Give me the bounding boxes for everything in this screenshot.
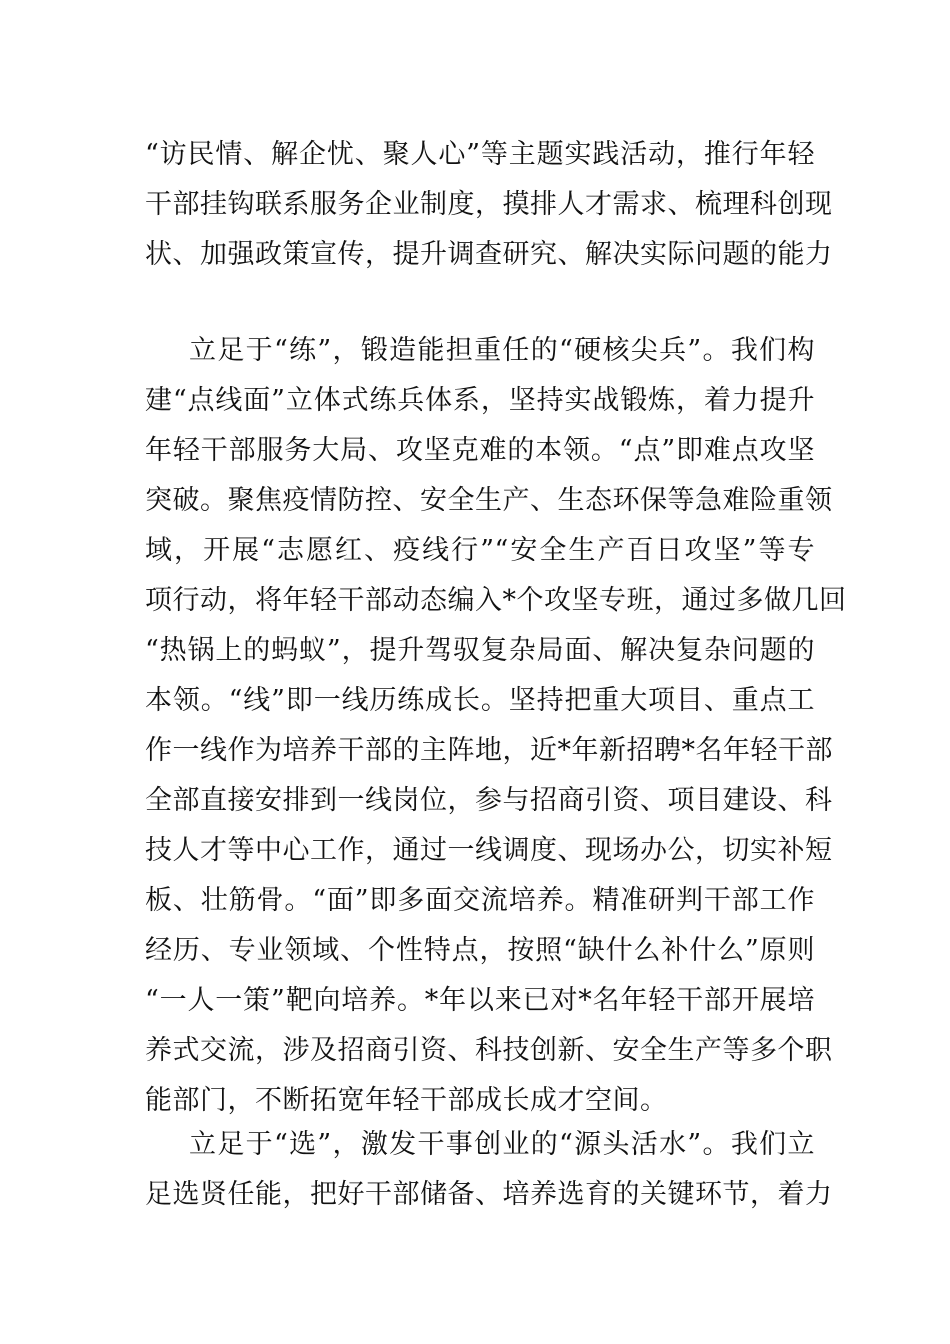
text-line: “一人一策”靶向培养。*年以来已对*名年轻干部开展培: [145, 985, 815, 1016]
paragraph-2: [145, 326, 847, 1126]
text-line: 能部门，不断拓宽年轻干部成长成才空间。: [145, 1085, 668, 1116]
text-line: 年轻干部服务大局、攻坚克难的本领。“点”即难点攻坚: [145, 435, 815, 466]
text-line: 建“点线面”立体式练兵体系，坚持实战锻炼，着力提升: [145, 385, 815, 416]
text-line: 全部直接安排到一线岗位，参与招商引资、项目建设、科: [145, 785, 833, 816]
text-line: 域，开展“志愿红、疫线行”“安全生产百日攻坚”等专: [145, 535, 815, 566]
text-line: 立足于“选”，激发干事创业的“源头活水”。我们立: [189, 1129, 815, 1160]
text-line: 项行动，将年轻干部动态编入*个攻坚专班，通过多做几回: [145, 585, 847, 616]
text-line: 本领。“线”即一线历练成长。坚持把重大项目、重点工: [145, 685, 815, 716]
text-line: 作一线作为培养干部的主阵地，近*年新招聘*名年轻干部: [145, 735, 833, 766]
text-line: “热锅上的蚂蚁”，提升驾驭复杂局面、解决复杂问题的: [145, 635, 815, 666]
text-line: 技人才等中心工作，通过一线调度、现场办公，切实补短: [145, 835, 833, 866]
text-line: 足选贤任能，把好干部储备、培养选育的关键环节，着力: [145, 1179, 833, 1210]
text-line: 突破。聚焦疫情防控、安全生产、生态环保等急难险重领: [145, 485, 833, 516]
text-line: 经历、专业领域、个性特点，按照“缺什么补什么”原则: [145, 935, 815, 966]
text-line: 立足于“练”，锻造能担重任的“硬核尖兵”。我们构: [189, 335, 815, 366]
paragraph-1: [145, 130, 833, 280]
text-line: 状、加强政策宣传，提升调查研究、解决实际问题的能力: [145, 239, 833, 270]
text-line: “访民情、解企忧、聚人心”等主题实践活动，推行年轻: [145, 139, 815, 170]
text-line: 板、壮筋骨。“面”即多面交流培养。精准研判干部工作: [145, 885, 815, 916]
text-line: 养式交流，涉及招商引资、科技创新、安全生产等多个职: [145, 1035, 833, 1066]
paragraph-3: [145, 1120, 833, 1220]
text-line: 干部挂钩联系服务企业制度，摸排人才需求、梳理科创现: [145, 189, 833, 220]
